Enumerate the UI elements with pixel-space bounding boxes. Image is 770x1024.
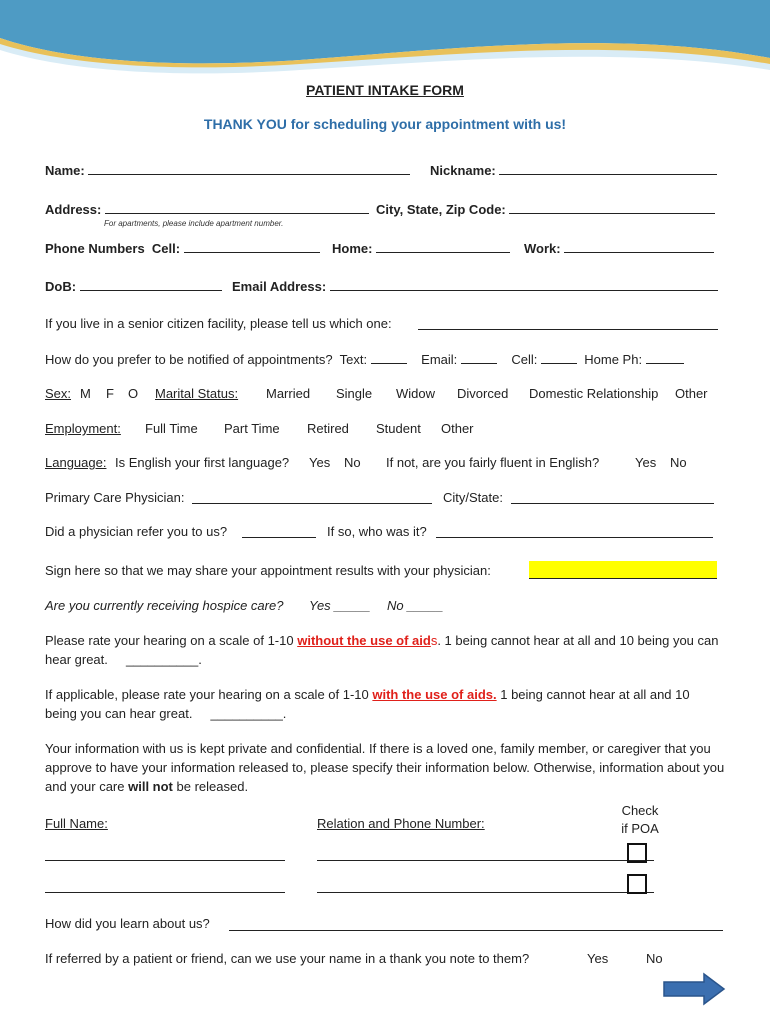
contact2-relation-field[interactable] bbox=[317, 892, 654, 893]
form-subtitle: THANK YOU for scheduling your appointment with us! bbox=[203, 116, 567, 132]
dob-row bbox=[45, 278, 222, 294]
work-phone-row bbox=[524, 240, 714, 256]
privacy-text-post: be released. bbox=[172, 779, 249, 794]
marital-domestic[interactable]: Domestic Relationship bbox=[529, 386, 659, 401]
signature-prompt: Sign here so that we may share your appointment results with your physician: bbox=[45, 563, 491, 578]
notify-row bbox=[45, 351, 684, 367]
address-row bbox=[45, 201, 369, 217]
hearing2-text: If applicable, please rate your hearing on a scale of 1-10 bbox=[45, 687, 373, 702]
nickname-row bbox=[430, 162, 717, 178]
check-header-line1: Check bbox=[621, 803, 659, 818]
city-state-zip-field[interactable] bbox=[509, 201, 715, 214]
work-field[interactable] bbox=[564, 240, 714, 253]
english-first-no[interactable]: No bbox=[344, 455, 361, 470]
hospice-yes[interactable]: Yes _____ bbox=[309, 598, 371, 613]
notify-label: How do you prefer to be notified of appointments? bbox=[45, 352, 333, 367]
hearing2-text-post: 1 being cannot hear at all and 10 being you can hear great. bbox=[45, 687, 690, 721]
privacy-bold: will not bbox=[128, 779, 173, 794]
signature-field[interactable] bbox=[529, 561, 717, 579]
dob-field[interactable] bbox=[80, 278, 222, 291]
marital-divorced[interactable]: Divorced bbox=[457, 386, 509, 401]
hearing1-emphasis-tail: s bbox=[430, 633, 438, 648]
notify-cell-field[interactable] bbox=[541, 351, 577, 364]
sex-option-f[interactable]: F bbox=[106, 386, 114, 401]
email-row bbox=[232, 278, 718, 294]
referrer-label: If so, who was it? bbox=[327, 524, 427, 539]
referred-field[interactable] bbox=[242, 537, 316, 538]
learn-about-us-field[interactable] bbox=[229, 930, 723, 931]
employment-full-time[interactable]: Full Time bbox=[145, 421, 198, 436]
work-label: Work: bbox=[524, 241, 561, 256]
notify-email-label: Email: bbox=[421, 352, 458, 367]
notify-home-field[interactable] bbox=[646, 351, 684, 364]
hospice-no[interactable]: No _____ bbox=[387, 598, 444, 613]
city-state-zip-row bbox=[376, 201, 715, 217]
notify-home-label: Home Ph: bbox=[584, 352, 643, 367]
notify-email-field[interactable] bbox=[461, 351, 497, 364]
english-first-question: Is English your first language? bbox=[115, 455, 290, 470]
fluent-question: If not, are you fairly fluent in English? bbox=[386, 455, 600, 470]
name-field[interactable] bbox=[88, 162, 410, 175]
hearing1-text: Please rate your hearing on a scale of 1-10 bbox=[45, 633, 298, 648]
employment-student[interactable]: Student bbox=[376, 421, 421, 436]
full-name-header: Full Name: bbox=[45, 816, 108, 831]
hearing2-emphasis: with the use of aids. bbox=[372, 687, 497, 702]
check-header-line2: if POA bbox=[621, 821, 659, 836]
nickname-field[interactable] bbox=[499, 162, 717, 175]
english-first-yes[interactable]: Yes bbox=[309, 455, 331, 470]
referred-label: Did a physician refer you to us? bbox=[45, 524, 228, 539]
check-poa-header bbox=[605, 802, 675, 838]
hearing1-rating-field[interactable]: __________. bbox=[125, 652, 202, 667]
city-state-zip-label: City, State, Zip Code: bbox=[376, 202, 506, 217]
contact2-name-field[interactable] bbox=[45, 892, 285, 893]
contact1-poa-checkbox[interactable] bbox=[627, 843, 647, 863]
name-label: Name: bbox=[45, 163, 85, 178]
thank-you-note-no[interactable]: No bbox=[646, 951, 663, 966]
address-field[interactable] bbox=[105, 201, 369, 214]
cell-field[interactable] bbox=[184, 240, 320, 253]
employment-other[interactable]: Other bbox=[441, 421, 474, 436]
marital-widow[interactable]: Widow bbox=[396, 386, 436, 401]
address-label: Address: bbox=[45, 202, 102, 217]
sex-option-o[interactable]: O bbox=[128, 386, 139, 401]
sex-option-m[interactable]: M bbox=[80, 386, 91, 401]
employment-label: Employment: bbox=[45, 421, 121, 436]
marital-single[interactable]: Single bbox=[336, 386, 373, 401]
pcp-city-state-label: City/State: bbox=[443, 490, 503, 505]
nickname-label: Nickname: bbox=[430, 163, 496, 178]
senior-facility-label: If you live in a senior citizen facility, please tell us which one: bbox=[45, 316, 392, 331]
home-phone-row bbox=[332, 240, 510, 256]
contact1-name-field[interactable] bbox=[45, 860, 285, 861]
hearing1-text-post: . 1 being cannot hear at all and 10 being you can hear great. bbox=[45, 633, 719, 667]
pcp-field[interactable] bbox=[192, 503, 432, 504]
pcp-label: Primary Care Physician: bbox=[45, 490, 185, 505]
name-row bbox=[45, 162, 410, 178]
cell-label: Cell: bbox=[151, 241, 181, 256]
senior-facility-field[interactable] bbox=[418, 329, 718, 330]
notify-text-field[interactable] bbox=[371, 351, 407, 364]
referrer-field[interactable] bbox=[436, 537, 713, 538]
thank-you-note-question: If referred by a patient or friend, can we use your name in a thank you note to them? bbox=[45, 951, 530, 966]
contact1-relation-field[interactable] bbox=[317, 860, 654, 861]
sex-label: Sex: bbox=[45, 386, 72, 401]
phone-row bbox=[45, 240, 320, 256]
contact2-poa-checkbox[interactable] bbox=[627, 874, 647, 894]
learn-about-us-label: How did you learn about us? bbox=[45, 916, 210, 931]
form-title: PATIENT INTAKE FORM bbox=[306, 82, 464, 98]
hearing2-rating-field[interactable]: __________. bbox=[210, 706, 287, 721]
thank-you-note-yes[interactable]: Yes bbox=[587, 951, 609, 966]
address-note: For apartments, please include apartment number. bbox=[104, 219, 284, 228]
home-label: Home: bbox=[332, 241, 373, 256]
employment-part-time[interactable]: Part Time bbox=[224, 421, 280, 436]
marital-label: Marital Status: bbox=[155, 386, 239, 401]
email-field[interactable] bbox=[330, 278, 718, 291]
hearing-with-aids bbox=[45, 685, 725, 723]
header-banner bbox=[0, 0, 770, 90]
hearing1-emphasis: without the use of aid bbox=[297, 633, 431, 648]
pcp-city-state-field[interactable] bbox=[511, 503, 714, 504]
marital-other[interactable]: Other bbox=[675, 386, 708, 401]
fluent-no[interactable]: No bbox=[670, 455, 687, 470]
relation-header: Relation and Phone Number: bbox=[317, 816, 485, 831]
privacy-text: Your information with us is kept private and confidential. If there is a loved one, family member, or caregiver that you approve to have your information released to, please specify their information below. Otherwise, information about you and your care bbox=[45, 741, 725, 794]
marital-married[interactable]: Married bbox=[266, 386, 311, 401]
hospice-question: Are you currently receiving hospice care? bbox=[45, 598, 284, 613]
language-label: Language: bbox=[45, 455, 107, 470]
employment-retired[interactable]: Retired bbox=[307, 421, 349, 436]
hearing-without-aids bbox=[45, 631, 725, 669]
dob-label: DoB: bbox=[45, 279, 77, 294]
next-page-arrow-icon[interactable] bbox=[662, 972, 726, 1006]
fluent-yes[interactable]: Yes bbox=[635, 455, 657, 470]
privacy-paragraph bbox=[45, 739, 725, 796]
notify-text-label: Text: bbox=[339, 352, 368, 367]
phone-label: Phone Numbers bbox=[45, 241, 145, 256]
home-field[interactable] bbox=[376, 240, 510, 253]
notify-cell-label: Cell: bbox=[511, 352, 538, 367]
email-label: Email Address: bbox=[232, 279, 327, 294]
